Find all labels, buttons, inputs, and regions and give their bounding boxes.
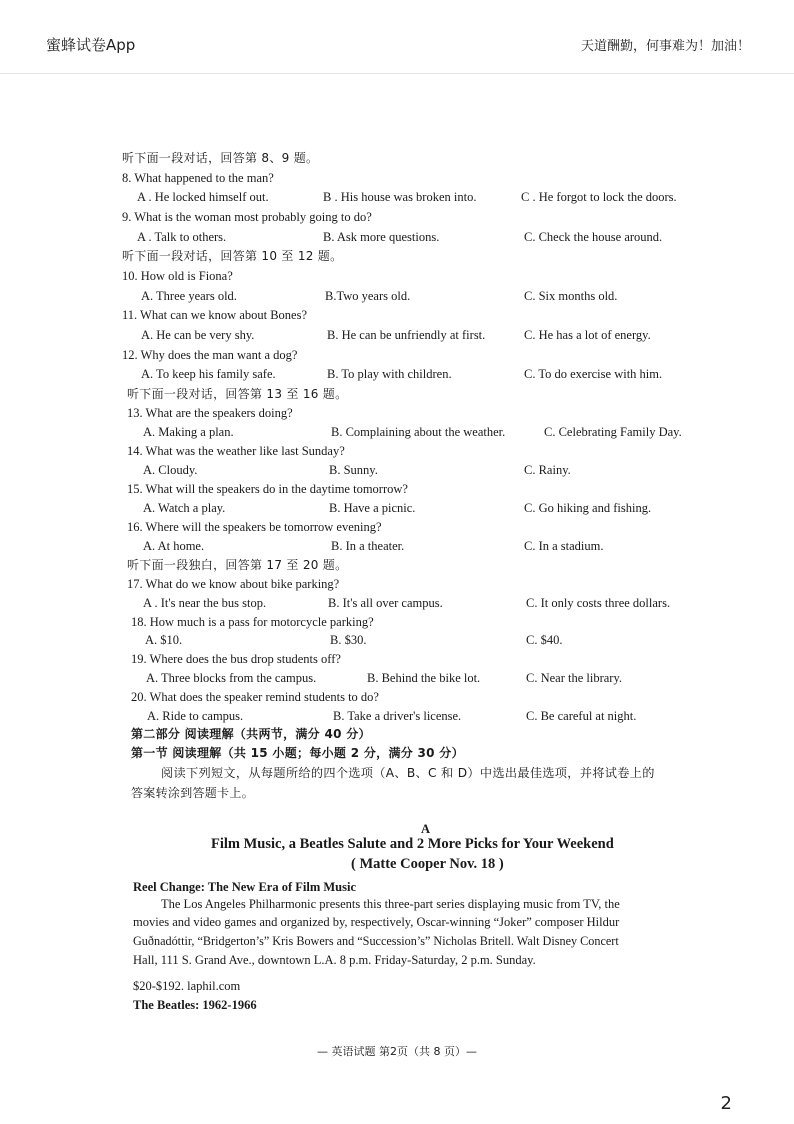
question-17-option-c: C. It only costs three dollars. — [526, 596, 671, 610]
question-8-option-a: A . He locked himself out. — [137, 190, 269, 204]
question-16-stem: 16. Where will the speakers be tomorrow evening? — [127, 520, 382, 534]
question-13-option-a: A. Making a plan. — [143, 425, 234, 439]
part2-subheading: 第一节 阅读理解（共 15 小题；每小题 2 分，满分 30 分） — [131, 746, 464, 760]
question-8-stem: 8. What happened to the man? — [122, 171, 274, 185]
passage-letter: A — [421, 822, 431, 836]
passage-text-line1: The Los Angeles Philharmonic presents this three-part series displaying music from TV, the — [161, 897, 620, 911]
question-9-option-c: C. Check the house around. — [524, 230, 663, 244]
question-17-option-a: A . It's near the bus stop. — [143, 596, 267, 610]
question-17-stem: 17. What do we know about bike parking? — [127, 577, 340, 591]
listening-intro-13-16: 听下面一段对话，回答第 13 至 16 题。 — [127, 387, 348, 401]
passage-text-line3: Guðnadóttir, “Bridgerton’s” Kris Bowers and “Succession’s” Nicholas Britell. Walt Disney Concert — [133, 934, 619, 948]
question-18-stem: 18. How much is a pass for motorcycle parking? — [131, 615, 374, 629]
question-10-option-a: A. Three years old. — [141, 289, 237, 303]
question-11-stem: 11. What can we know about Bones? — [122, 308, 308, 322]
question-9-option-b: B. Ask more questions. — [323, 230, 440, 244]
question-11-option-c: C. He has a lot of energy. — [524, 328, 651, 342]
question-18-option-c: C. $40. — [526, 633, 563, 647]
question-18-option-a: A. $10. — [145, 633, 183, 647]
question-19-option-c: C. Near the library. — [526, 671, 623, 685]
listening-intro-17-20: 听下面一段独白，回答第 17 至 20 题。 — [127, 558, 348, 572]
question-11-option-b: B. He can be unfriendly at first. — [327, 328, 486, 342]
passage-byline: ( Matte Cooper Nov. 18 ) — [351, 856, 504, 872]
part2-heading: 第二部分 阅读理解（共两节，满分 40 分） — [131, 727, 371, 741]
question-16-option-c: C. In a stadium. — [524, 539, 604, 553]
listening-intro-10-12: 听下面一段对话，回答第 10 至 12 题。 — [122, 249, 343, 263]
question-8-option-b: B . His house was broken into. — [323, 190, 477, 204]
question-16-option-a: A. At home. — [143, 539, 205, 553]
question-9-stem: 9. What is the woman most probably going to do? — [122, 210, 372, 224]
question-14-option-a: A. Cloudy. — [143, 463, 198, 477]
page-number: 2 — [720, 1093, 732, 1114]
question-14-option-b: B. Sunny. — [329, 463, 378, 477]
question-12-option-c: C. To do exercise with him. — [524, 367, 663, 381]
question-12-option-b: B. To play with children. — [327, 367, 452, 381]
question-18-option-b: B. $30. — [330, 633, 367, 647]
question-8-option-c: C . He forgot to lock the doors. — [521, 190, 677, 204]
page-footer: — 英语试题 第2页（共 8 页）— — [317, 1045, 477, 1058]
passage-title: Film Music, a Beatles Salute and 2 More Picks for Your Weekend — [211, 836, 614, 852]
passage-text-line4: Hall, 111 S. Grand Ave., downtown L.A. 8 p.m. Friday-Saturday, 2 p.m. Sunday. — [133, 953, 536, 967]
question-19-option-b: B. Behind the bike lot. — [367, 671, 481, 685]
question-14-option-c: C. Rainy. — [524, 463, 571, 477]
passage-subheading-beatles: The Beatles: 1962-1966 — [133, 998, 257, 1012]
question-10-option-b: B.Two years old. — [325, 289, 411, 303]
question-10-option-c: C. Six months old. — [524, 289, 618, 303]
question-20-option-b: B. Take a driver's license. — [333, 709, 462, 723]
question-12-stem: 12. Why does the man want a dog? — [122, 348, 298, 362]
question-15-option-b: B. Have a picnic. — [329, 501, 416, 515]
question-13-option-c: C. Celebrating Family Day. — [544, 425, 682, 439]
part2-instruction-line1: 阅读下列短文，从每题所给的四个选项（A、B、C 和 D）中选出最佳选项，并将试卷上的 — [161, 766, 655, 780]
question-9-option-a: A . Talk to others. — [137, 230, 227, 244]
question-19-option-a: A. Three blocks from the campus. — [146, 671, 317, 685]
passage-subheading-reel-change: Reel Change: The New Era of Film Music — [133, 880, 357, 894]
question-20-stem: 20. What does the speaker remind students to do? — [131, 690, 379, 704]
question-11-option-a: A. He can be very shy. — [141, 328, 255, 342]
question-20-option-c: C. Be careful at night. — [526, 709, 637, 723]
question-13-option-b: B. Complaining about the weather. — [331, 425, 506, 439]
question-10-stem: 10. How old is Fiona? — [122, 269, 233, 283]
question-12-option-a: A. To keep his family safe. — [141, 367, 276, 381]
listening-intro-8-9: 听下面一段对话，回答第 8、9 题。 — [122, 151, 319, 165]
question-14-stem: 14. What was the weather like last Sunday? — [127, 444, 345, 458]
question-20-option-a: A. Ride to campus. — [147, 709, 244, 723]
app-name: 蜜蜂试卷App — [46, 36, 136, 54]
part2-instruction-line2: 答案转涂到答题卡上。 — [131, 786, 255, 800]
header-slogan: 天道酬勤，何事难为！加油！ — [580, 39, 750, 54]
question-13-stem: 13. What are the speakers doing? — [127, 406, 293, 420]
question-19-stem: 19. Where does the bus drop students off? — [131, 652, 341, 666]
question-15-stem: 15. What will the speakers do in the daytime tomorrow? — [127, 482, 408, 496]
passage-text-line2: movies and video games and organized by, respectively, Oscar-winning “Joker” composer Hildur — [133, 915, 620, 929]
question-15-option-c: C. Go hiking and fishing. — [524, 501, 652, 515]
question-15-option-a: A. Watch a play. — [143, 501, 226, 515]
passage-text-line5: $20-$192. laphil.com — [133, 979, 241, 993]
question-16-option-b: B. In a theater. — [331, 539, 405, 553]
question-17-option-b: B. It's all over campus. — [328, 596, 443, 610]
